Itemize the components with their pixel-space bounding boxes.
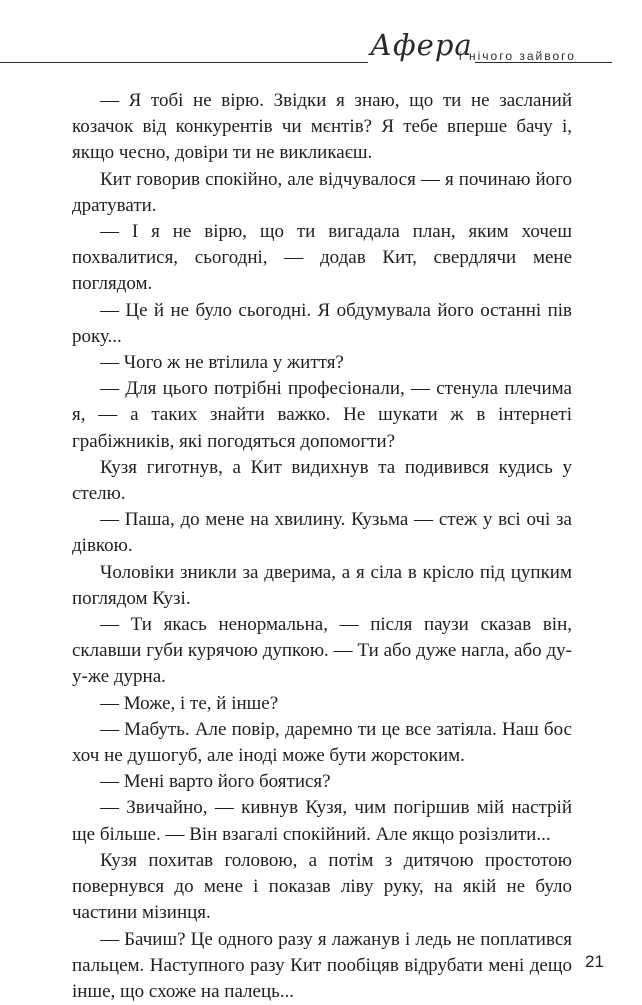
paragraph: Кузя похитав головою, а потім з дитячою простотою повернувся до мене і показав ліву руку, на якій не було частини мізинця. xyxy=(72,848,572,927)
book-title: Афера xyxy=(368,26,475,64)
paragraph: — Мабуть. Але повір, даремно ти це все затіяла. Наш бос хоч не душогуб, але іноді може бути жорстоким. xyxy=(72,717,572,769)
page-number: 21 xyxy=(585,952,604,972)
paragraph: — І я не вірю, що ти вигадала план, яким хочеш похвалитися, сьогодні, — додав Кит, свердлячи мене поглядом. xyxy=(72,219,572,298)
page-body xyxy=(72,88,572,1005)
paragraph: — Паша, до мене на хвилину. Кузьма — стеж у всі очі за дівкою. xyxy=(72,507,572,559)
paragraph: Чоловіки зникли за дверима, а я сіла в крісло під цупким поглядом Кузі. xyxy=(72,560,572,612)
paragraph: Кузя гиготнув, а Кит видихнув та подивився кудись у стелю. xyxy=(72,455,572,507)
running-header xyxy=(0,0,642,75)
paragraph: — Бачиш? Це одного разу я лажанув і ледь не поплатився пальцем. Наступного разу Кит пообіцяв відрубати мені дещо інше, що схоже на палець... xyxy=(72,927,572,1005)
paragraph: — Я тобі не вірю. Звідки я знаю, що ти не засланий козачок від конкурентів чи мєнтів? Я тебе вперше бачу і, якщо чесно, довіри ти не викликаєш. xyxy=(72,88,572,167)
paragraph: — Мені варто його боятися? xyxy=(72,769,572,795)
book-subtitle: і нічого зайвого xyxy=(459,49,576,63)
paragraph: — Звичайно, — кивнув Кузя, чим погіршив мій настрій ще більше. — Він взагалі спокійний. Але якщо розізлити... xyxy=(72,795,572,847)
paragraph: — Може, і те, й інше? xyxy=(72,691,572,717)
paragraph: — Ти якась ненормальна, — після паузи сказав він, склавши губи курячою дупкою. — Ти або дуже нагла, або ду-у-же дурна. xyxy=(72,612,572,691)
paragraph: Кит говорив спокійно, але відчувалося — я починаю його дратувати. xyxy=(72,167,572,219)
paragraph: — Чого ж не втілила у життя? xyxy=(72,350,572,376)
paragraph: — Для цього потрібні професіонали, — стенула плечима я, — а таких знайти важко. Не шукати ж в інтернеті грабіжників, які погодяться допомогти? xyxy=(72,376,572,455)
paragraph: — Це й не було сьогодні. Я обдумувала його останні пів року... xyxy=(72,298,572,350)
